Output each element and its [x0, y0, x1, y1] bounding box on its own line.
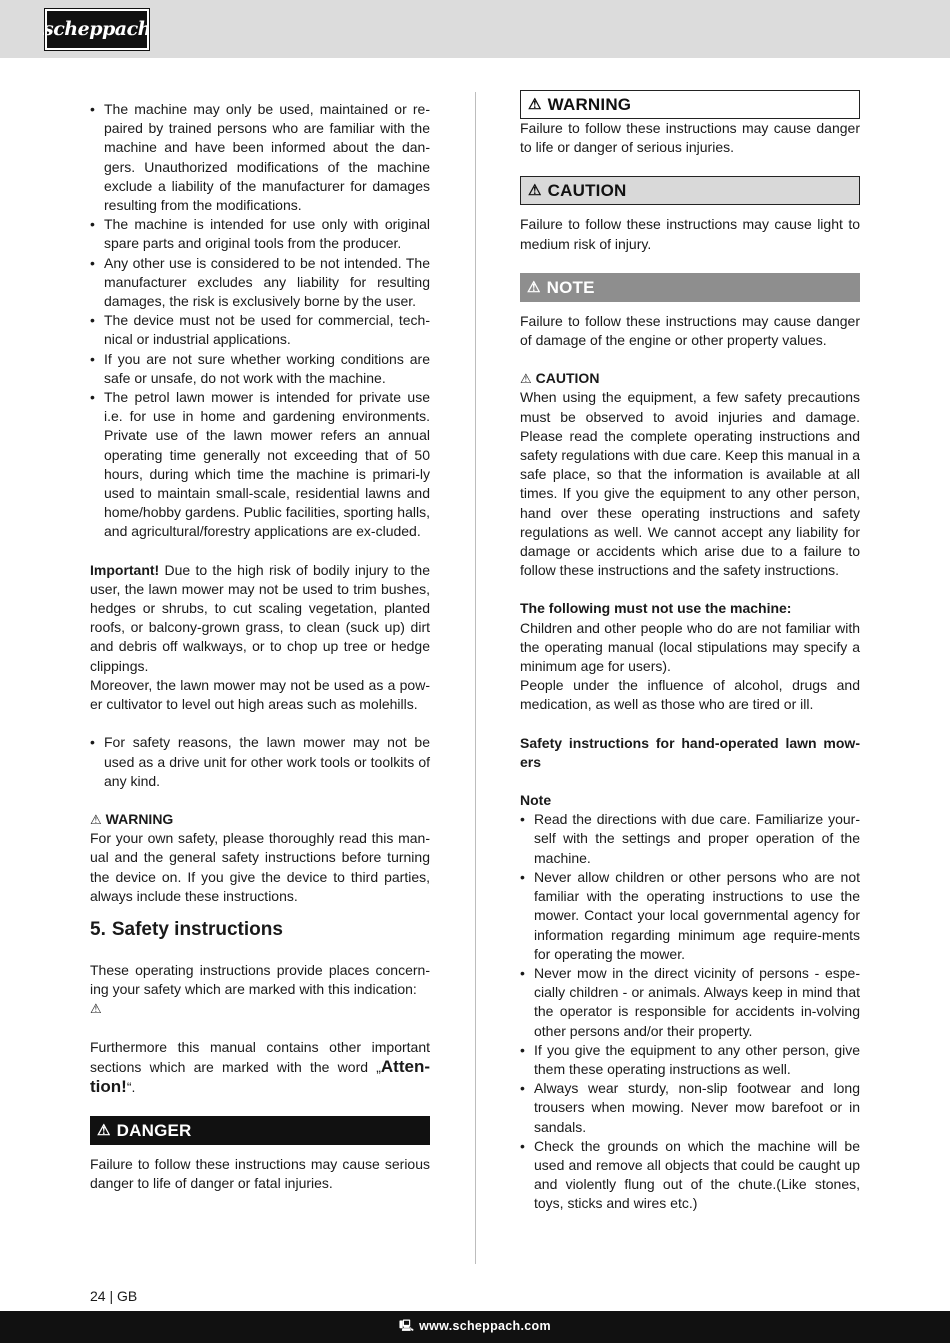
usage-bullet-list [90, 100, 430, 542]
must-not-paragraph-2: People under the influence of alcohol, drugs and medication, as well as those who are tired or ill. [520, 677, 860, 713]
warning-box-paragraph: Failure to follow these instructions may cause danger to life or danger of serious injuries. [520, 120, 860, 156]
indication-triangle-icon: ⚠ [90, 1001, 102, 1017]
warning-triangle-icon: ⚠ [528, 95, 542, 113]
caution-box-paragraph: Failure to follow these instructions may cause light to medium risk of injury. [520, 216, 860, 252]
list-item: • Check the grounds on which the machine will be used and remove all objects that could be caught up and violently flung out of the chute.(Like stones, toys, sticks and wires etc.) [520, 1137, 860, 1214]
note-triangle-icon: ⚠ [527, 278, 541, 296]
right-column [520, 90, 860, 1214]
list-item: • Never mow in the direct vicinity of persons - espe-cially children - or animals. Always keep in mind that the operator is responsible for accidents in-volving other persons and/or their property. [520, 964, 860, 1041]
note-bullet-list [520, 810, 860, 1213]
furthermore-paragraph: Furthermore this manual contains other important sections which are marked with the word „Atten-tion!“. [90, 1038, 430, 1096]
list-item: • The machine is intended for use only with original spare parts and original tools from the producer. [90, 215, 430, 253]
warning-triangle-icon: ⚠ [90, 811, 102, 827]
caution-triangle-icon: ⚠ [528, 182, 542, 200]
danger-triangle-icon: ⚠ [97, 1122, 111, 1140]
page-number: 24 | GB [90, 1288, 138, 1304]
list-item: • Never allow children or other persons who are not familiar with the operating instructions to use the mower. Contact your local governmental agency for information regarding minimum age require-ments for operating the mower. [520, 868, 860, 964]
section-intro-paragraph: These operating instructions provide places concern-ing your safety which are marked with this indication: [90, 961, 430, 998]
warning-heading: ⚠ WARNING [90, 810, 174, 827]
important-text: Due to the high risk of bodily injury to the user, the lawn mower may not be used to trim bushes, hedges or shrubs, to cut scaling vegetation, planted roofs, or balcony-grown grass, to clean (suck up) dirt and debris off walkways, or to chop up tree or hedge clippings. [90, 561, 430, 674]
list-item: • Read the directions with due care. Familiarize your-self with the settings and proper operation of the machine. [520, 810, 860, 868]
danger-box: ⚠ DANGER [90, 1116, 430, 1145]
attention-word: Atten-tion! [90, 1056, 430, 1096]
list-item: • The machine may only be used, maintained or re-paired by trained persons who are familiar with the machine and have been informed about the dan-gers. Unauthorized modifications of the machine exclude a liability of the manufacturer for damages resulting from the modifications. [90, 100, 430, 215]
brand-logo: scheppach [45, 9, 149, 50]
warning-box: ⚠ WARNING [520, 90, 860, 119]
must-not-paragraph-1: Children and other people who do are not familiar with the operating manual (local stipulations may specify a minimum age for users). [520, 619, 860, 675]
caution-triangle-icon: ⚠ [520, 371, 532, 387]
important-label: Important! [90, 561, 160, 578]
caution-paragraph: When using the equipment, a few safety precautions must be observed to avoid injuries and damage. Please read the complete operating instructions and safety regulations with due care. Keep this manual in a safe place, so that the information is available at all times. If you give the equipment to any other person, hand over these operating instructions and safety regulations as well. We cannot accept any liability for damage or accidents which arise due to a failure to follow these instructions and the safety instructions. [520, 389, 860, 579]
column-divider [475, 92, 476, 1264]
list-item: • For safety reasons, the lawn mower may not be used as a drive unit for other work tools or toolkits of any kind. [90, 733, 430, 791]
section-number: 5. [90, 918, 106, 940]
page-header [0, 0, 950, 58]
danger-paragraph: Failure to follow these instructions may cause serious danger to life of danger or fatal injuries. [90, 1156, 430, 1192]
moreover-paragraph: Moreover, the lawn mower may not be used as a pow-er cultivator to level out high areas such as molehills. [90, 676, 430, 713]
list-item: • If you give the equipment to any other person, give them these operating instructions as well. [520, 1041, 860, 1079]
list-item: • The petrol lawn mower is intended for private use i.e. for use in home and gardening environments. Private use of the lawn mower refers an annual operating time generally not exceeding that of 50 hours, during which time the machine is primari-ly used to maintain small-scale, residential lawns and home/hobby gardens. Public facilities, sporting halls, and agricultural/forestry applications are ex-cluded. [90, 388, 430, 542]
section-heading [90, 918, 430, 942]
list-item: • The device must not be used for commercial, tech-nical or industrial applications. [90, 311, 430, 349]
left-column [90, 100, 430, 1194]
list-item: • Always wear sturdy, non-slip footwear and long trousers when mowing. Never mow barefoot or in sandals. [520, 1079, 860, 1137]
website-link[interactable]: www.scheppach.com [419, 1319, 551, 1334]
warning-paragraph: For your own safety, please thoroughly read this man-ual and the general safety instructions before turning the device on. If you give the device to third parties, always include these instructions. [90, 830, 430, 904]
must-not-heading: The following must not use the machine: [520, 600, 792, 617]
note-box: ⚠ NOTE [520, 273, 860, 302]
list-item: • If you are not sure whether working conditions are safe or unsafe, do not work with the machine. [90, 350, 430, 388]
page-footer [0, 1311, 950, 1343]
caution-heading: ⚠ CAUTION [520, 370, 600, 387]
section-title: Safety instructions [111, 918, 283, 940]
note-box-paragraph: Failure to follow these instructions may cause danger of damage of the engine or other property values. [520, 312, 860, 349]
hand-mower-heading: Safety instructions for hand-operated lawn mow-ers [520, 734, 860, 770]
monitor-icon: 🖳 [399, 1320, 415, 1333]
list-item: • Any other use is considered to be not intended. The manufacturer excludes any liability for resulting damages, the risk is exclusively borne by the user. [90, 254, 430, 312]
important-paragraph [90, 561, 430, 676]
note-heading: Note [520, 792, 552, 809]
drive-unit-bullet-list [90, 733, 430, 791]
caution-box: ⚠ CAUTION [520, 176, 860, 205]
